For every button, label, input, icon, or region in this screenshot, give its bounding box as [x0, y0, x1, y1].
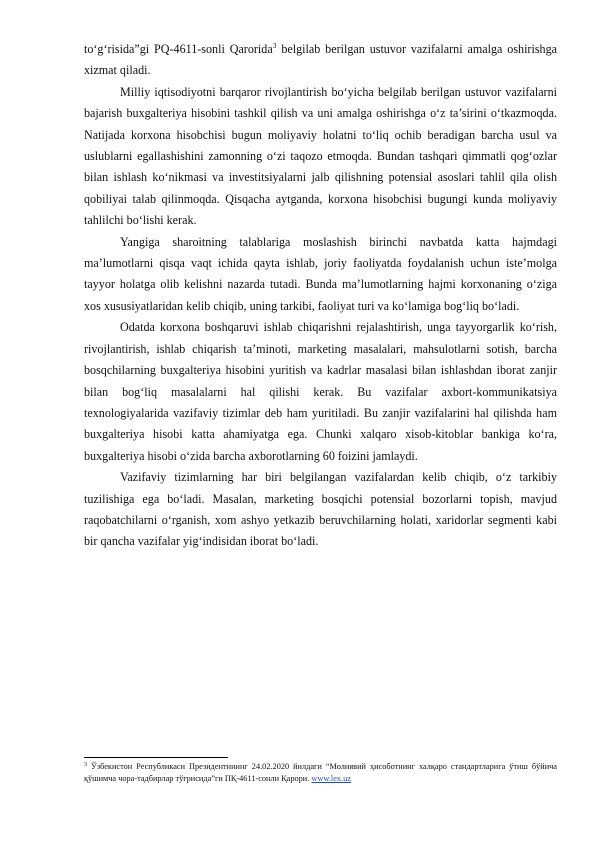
- paragraph-3: Yangiga sharoitning talablariga moslashish birinchi navbatda katta hajmdagi ma’lumotlarni qisqa vaqt ichida qayta ishlab, joriy faoliyatda foydalanish uchun iste’molga tayyor holatga olib kelishni nazarda tutadi. Bunda ma’lumotlarning hajmi korxonaning o‘ziga xos xususiyatlaridan kelib chiqib, uning tarkibi, faoliyat turi va ko‘lamiga bog‘liq bo‘ladi.: [84, 234, 557, 313]
- paragraph-5: Vazifaviy tizimlarning har biri belgilangan vazifalardan kelib chiqib, o‘z tarkibiy tuzilishiga ega bo‘ladi. Masalan, marketing bosqichi potensial bozorlarni topish, mavjud raqobatchilarni o‘rganish, xom ashyo yetkazib beruvchilarning holati, xaridorlar segmenti kabi bir qancha vazifalar yig‘indisidan iborat bo‘ladi.: [84, 470, 557, 549]
- paragraph-text: belgilab berilgan ustuvor vazifalarni amalga oshirishga xizmat qiladi.: [84, 42, 557, 78]
- paragraph-continuation: [84, 39, 557, 82]
- footnote-link[interactable]: www.lex.uz: [311, 774, 351, 784]
- paragraph-text: to‘g‘risida”gi PQ-4611-sonli Qarorida: [84, 42, 273, 56]
- paragraph-4: Odatda korxona boshqaruvi ishlab chiqarishni rejalashtirish, unga tayyorgarlik ko‘rish, rivojlantirish, ishlab chiqarish ta’minoti, marketing masalalari, mahsulotlarni sotish, barcha bosqchilarning buxgalteriya hisobini yuritish va kadrlar masalasi bilan ishlashdan iborat zanjir bilan bog‘liq masalalarni hal qilishi kerak. Bu vazifalar axbort-kommunikatsiya texnologiyalarida vazifaviy tizimlar deb ham yuritiladi. Bu zanjir vazifalarini hal qilishda ham buxgalteriya hisobi katta ahamiyatga ega. Chunki xalqaro xisob-kitoblar bankiga ko‘ra, buxgalteriya hisobi o‘zida barcha axborotlarning 60 foizini jamlaydi.: [84, 320, 557, 463]
- paragraph-2: Milliy iqtisodiyotni barqaror rivojlantirish bo‘yicha belgilab berilgan ustuvor vazifalarni bajarish buxgalteriya hisobini tashkil qilish va uni amalga oshirishga o‘z ta’sirini o‘tkazmoqda. Natijada korxona hisobchisi bugun moliyaviy holatni to‘liq ochib beradigan barcha usul va uslublarni egallashishini zamonning o‘zi taqozo etmoqda. Bundan tashqari qimmatli qog‘ozlar bilan ishlash ko‘nikmasi va investitsiyalarni jalb qilishning potensial asoslari tahlil qila olish qobiliyai talab qilinmoqda. Qisqacha aytganda, korxona hisobchisi bugungi kunda moliyaviy tahlilchi bo‘lishi kerak.: [84, 84, 557, 228]
- footnote-mark: 3: [84, 762, 87, 768]
- document-body: [84, 39, 557, 553]
- footnote-reference[interactable]: 3: [272, 41, 277, 50]
- footnote-text: Ўзбекистон Республикаси Президентининг 24.02.2020 йилдаги “Молиявий ҳисоботнинг халқаро стандартларига ўтиш бўйича қўшимча чора-тадбирлар тўғрисида”ги ПҚ-4611-сонли Қарори.: [84, 762, 557, 784]
- footnote: [84, 761, 557, 785]
- footnote-separator: [84, 757, 228, 758]
